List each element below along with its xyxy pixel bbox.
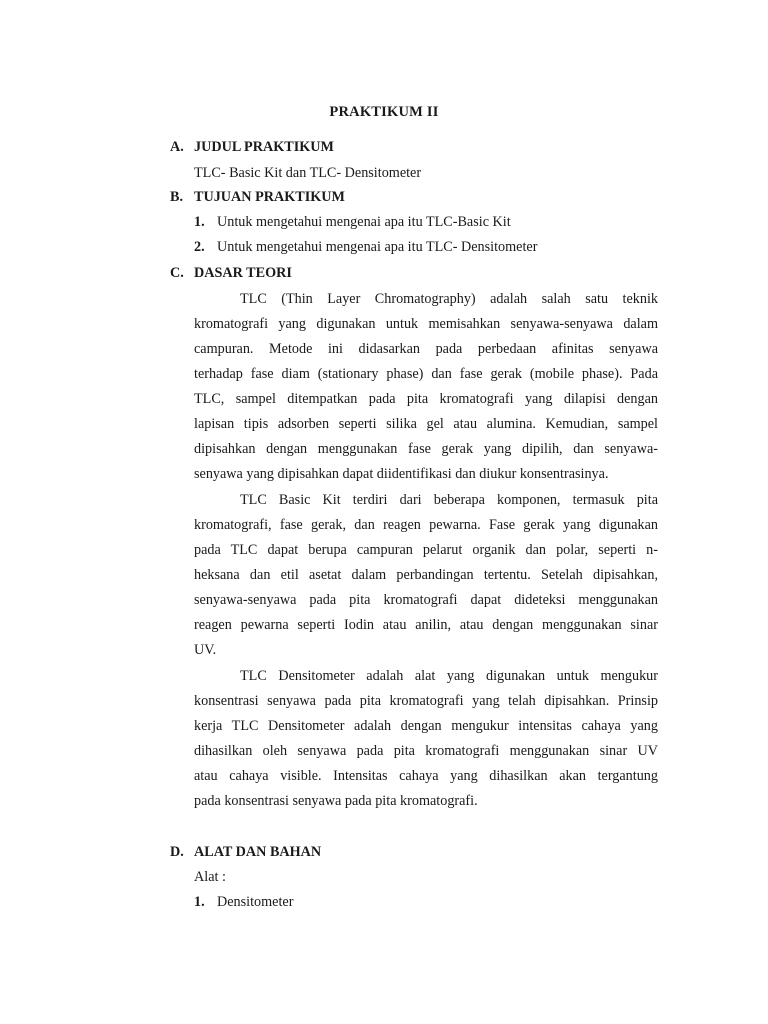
- paragraph-line: TLC Basic Kit terdiri dari beberapa komponen, termasuk pita: [240, 492, 658, 508]
- section-a-text: TLC- Basic Kit dan TLC- Densitometer: [194, 165, 422, 181]
- paragraph-line: terhadap fase diam (stationary phase) dan fase gerak (mobile phase). Pada: [194, 366, 658, 382]
- paragraph-line: konsentrasi senyawa pada pita kromatografi yang telah dipisahkan. Prinsip: [194, 693, 658, 709]
- paragraph-line: TLC (Thin Layer Chromatography) adalah salah satu teknik: [240, 291, 658, 307]
- section-a-heading: JUDUL PRAKTIKUM: [194, 139, 334, 155]
- section-c-letter: C.: [170, 265, 184, 281]
- paragraph-line: pada TLC dapat berupa campuran pelarut organik dan polar, seperti n-: [194, 542, 658, 558]
- paragraph-line: kromatografi, fase gerak, dan reagen pewarna. Fase gerak yang digunakan: [194, 517, 658, 533]
- paragraph-line: dihasilkan oleh senyawa pada pita kromatografi menggunakan sinar UV: [194, 743, 658, 759]
- paragraph-line: dipisahkan dengan menggunakan fase gerak yang dipilih, dan senyawa-: [194, 441, 658, 457]
- section-d-letter: D.: [170, 844, 184, 860]
- paragraph-line: UV.: [194, 642, 217, 658]
- section-d-sublabel: Alat :: [194, 869, 226, 885]
- section-b-heading: TUJUAN PRAKTIKUM: [194, 189, 345, 205]
- paragraph-line: heksana dan etil asetat dalam perbandingan tertentu. Setelah dipisahkan,: [194, 567, 658, 583]
- paragraph-line: kerja TLC Densitometer adalah dengan mengukur intensitas cahaya yang: [194, 718, 658, 734]
- paragraph-line: kromatografi yang digunakan untuk memisahkan senyawa-senyawa dalam: [194, 316, 658, 332]
- section-c-heading: DASAR TEORI: [194, 265, 292, 281]
- paragraph-line: lapisan tipis adsorben seperti silika gel atau alumina. Kemudian, sampel: [194, 416, 658, 432]
- paragraph-line: atau cahaya visible. Intensitas cahaya yang dihasilkan akan tergantung: [194, 768, 658, 784]
- section-d-heading: ALAT DAN BAHAN: [194, 844, 322, 860]
- list-item-text: Untuk mengetahui mengenai apa itu TLC- Densitometer: [217, 239, 538, 255]
- paragraph-line: senyawa yang dipisahkan dapat diidentifikasi dan diukur konsentrasinya.: [194, 466, 609, 482]
- paragraph-line: TLC Densitometer adalah alat yang digunakan untuk mengukur: [240, 668, 658, 684]
- paragraph-line: TLC, sampel ditempatkan pada pita kromatografi yang dilapisi dengan: [194, 391, 658, 407]
- list-item-number: 1.: [194, 214, 205, 230]
- list-item-text: Untuk mengetahui mengenai apa itu TLC-Basic Kit: [217, 214, 511, 230]
- list-item-text: Densitometer: [217, 894, 294, 910]
- paragraph-line: senyawa-senyawa pada pita kromatografi dapat dideteksi menggunakan: [194, 592, 658, 608]
- paragraph-line: reagen pewarna seperti Iodin atau anilin, atau dengan menggunakan sinar: [194, 617, 658, 633]
- page-title: PRAKTIKUM II: [329, 104, 439, 120]
- paragraph-line: campuran. Metode ini didasarkan pada perbedaan afinitas senyawa: [194, 341, 658, 357]
- list-item-number: 2.: [194, 239, 205, 255]
- paragraph-line: pada konsentrasi senyawa pada pita kromatografi.: [194, 793, 478, 809]
- list-item-number: 1.: [194, 894, 205, 910]
- section-a-letter: A.: [170, 139, 184, 155]
- section-b-letter: B.: [170, 189, 184, 205]
